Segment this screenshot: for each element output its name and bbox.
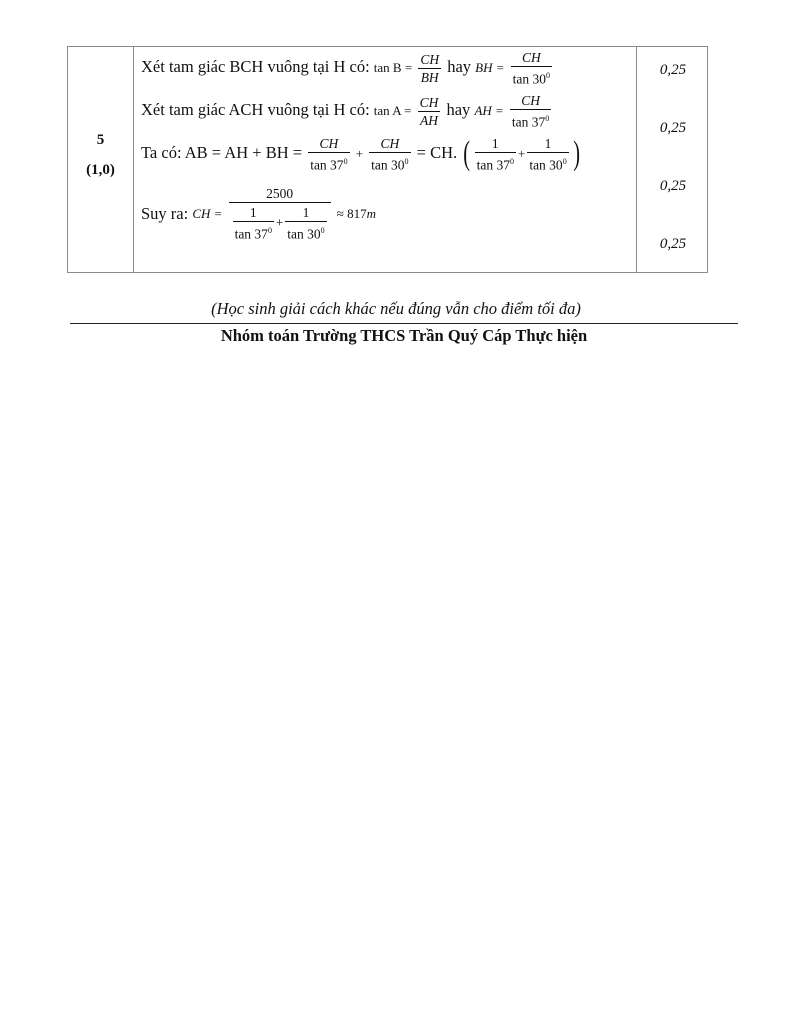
- math-lhs: AH =: [474, 103, 504, 119]
- divider: [70, 323, 738, 324]
- score-cell: 0,25: [659, 236, 687, 252]
- score-cell: 0,25: [659, 62, 687, 78]
- left-paren: (: [463, 135, 471, 173]
- math-lhs: CH =: [192, 205, 223, 221]
- right-paren: ): [572, 135, 580, 173]
- step-text: Xét tam giác ACH vuông tại H có:: [141, 100, 370, 120]
- fraction: $\frac{CH}{BH}$: [420, 51, 440, 85]
- step-row-1: [141, 49, 554, 88]
- complex-fraction: 2500 $\frac{1}{\tan 37^0}$ + $\frac{1}{\tan 30^0}$: [229, 185, 331, 243]
- math-lhs: tan A =: [373, 103, 412, 119]
- score-cell: 0,25: [659, 120, 687, 136]
- score-cell: 0,25: [659, 178, 687, 194]
- column-divider: [636, 47, 637, 272]
- fraction: $\frac{CH}{\tan 30^0}$: [512, 50, 551, 87]
- fraction: $\frac{CH}{AH}$: [419, 94, 439, 128]
- step-text: Xét tam giác BCH vuông tại H có:: [141, 57, 370, 77]
- step-row-2: [141, 92, 553, 131]
- step-text: Ta có: AB = AH + BH =: [141, 143, 303, 163]
- grading-note: (Học sinh giải cách khác nếu đúng vẫn cho điểm tối đa): [211, 299, 581, 318]
- plus-sign: +: [355, 146, 364, 162]
- fraction: $\frac{1}{\tan 30^0}$: [529, 136, 567, 173]
- footer-credit: Nhóm toán Trường THCS Trần Quý Cáp Thực hiện: [220, 326, 588, 345]
- column-divider: [133, 47, 134, 272]
- fraction: $\frac{1}{\tan 30^0}$: [287, 205, 325, 242]
- math-lhs: tan B =: [373, 60, 413, 76]
- question-number: 5: [96, 132, 105, 148]
- connector-text: hay: [447, 57, 472, 77]
- fraction: $\frac{CH}{\tan 37^0}$: [310, 136, 348, 173]
- question-points: (1,0): [86, 162, 115, 178]
- fraction: $\frac{CH}{\tan 30^0}$: [371, 136, 409, 173]
- fraction: $\frac{1}{\tan 37^0}$: [234, 205, 272, 242]
- answer-table: [67, 46, 708, 273]
- fraction: $\frac{1}{\tan 37^0}$: [476, 136, 514, 173]
- step-text: Suy ra:: [141, 203, 189, 223]
- fraction: $\frac{CH}{\tan 37^0}$: [511, 93, 550, 130]
- math-lhs: BH =: [475, 60, 505, 76]
- step-row-3: [141, 135, 582, 174]
- result-value: ≈ 817m: [336, 205, 377, 221]
- connector-text: hay: [446, 100, 471, 120]
- step-row-4: [141, 185, 376, 243]
- step-text: = CH.: [416, 143, 458, 163]
- plus-sign: +: [517, 146, 526, 162]
